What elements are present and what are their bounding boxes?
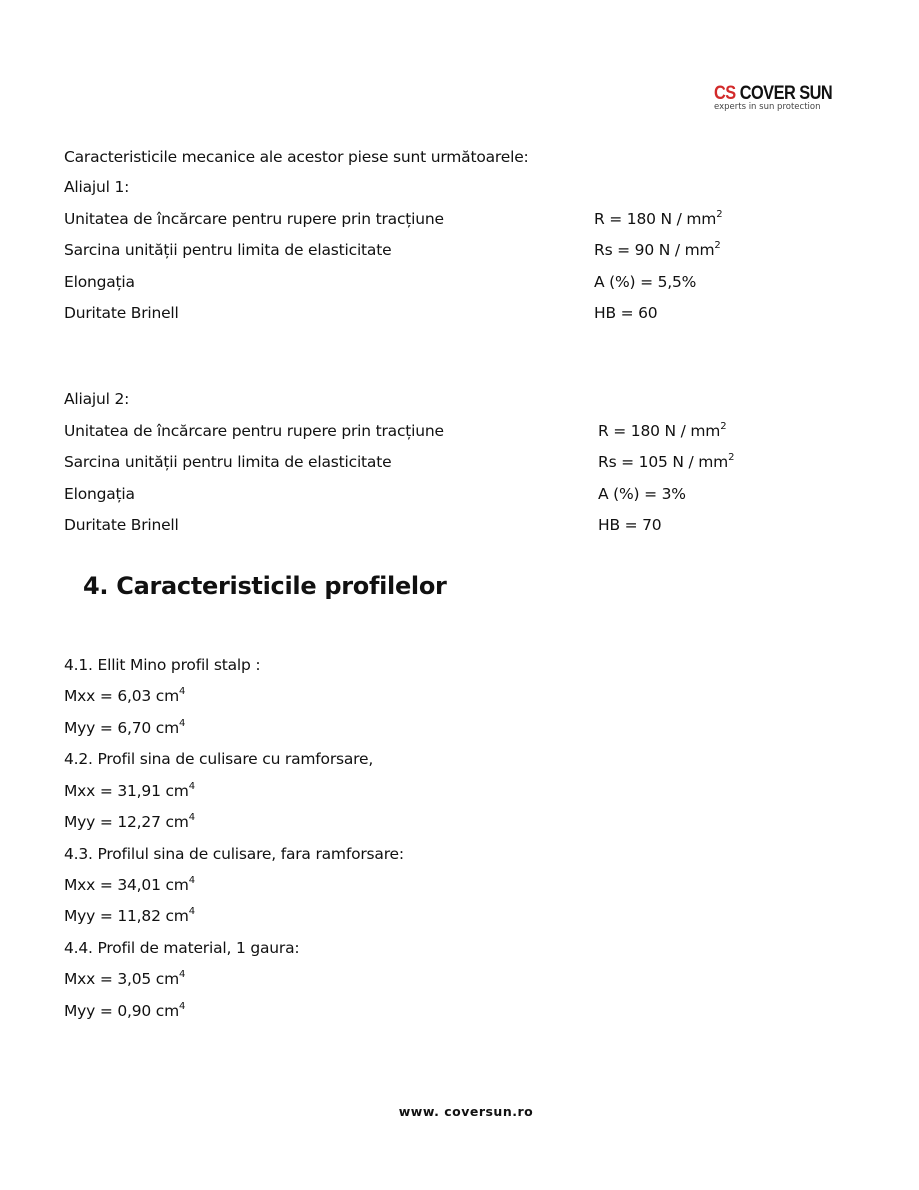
profile-myy-text: Myy = 6,70 cm: [64, 718, 180, 737]
superscript: 4: [179, 717, 186, 729]
profile-mxx: [64, 686, 185, 706]
profile-title-text: 4.3. Profilul sina de culisare, fara ramforsare:: [64, 844, 404, 863]
property-value-text: R = 180 N / mm: [598, 421, 721, 440]
superscript: 4: [179, 969, 186, 981]
property-value: [594, 209, 722, 229]
profile-mxx-text: Mxx = 34,01 cm: [64, 876, 189, 894]
profile-myy-text: Myy = 11,82 cm: [64, 907, 189, 926]
profile-myy-text: Myy = 12,27 cm: [64, 813, 189, 832]
alloy-title: [64, 389, 129, 409]
alloy-title: [64, 177, 129, 197]
property-value: [598, 421, 726, 441]
property-label-text: Unitatea de încărcare pentru rupere prin tracțiune: [64, 421, 444, 440]
property-value-text: HB = 60: [594, 304, 658, 322]
property-value: [598, 484, 686, 504]
superscript: 4: [188, 906, 195, 918]
superscript: 2: [728, 452, 735, 463]
company-logo: [714, 84, 832, 112]
logo-tagline: experts in sun protection: [714, 102, 821, 112]
profile-mxx: [64, 781, 195, 801]
property-label-text: Elongația: [64, 272, 135, 291]
property-label: [64, 272, 135, 292]
property-label: [64, 303, 179, 323]
profile-title-text: 4.4. Profil de material, 1 gaura:: [64, 938, 300, 957]
profile-title-text: 4.2. Profil sina de culisare cu ramforsare,: [64, 750, 374, 769]
superscript: 2: [720, 420, 727, 432]
superscript: 4: [188, 812, 195, 824]
section-title: 4. Caracteristicile profilelor: [83, 572, 447, 600]
profile-myy: [64, 718, 185, 738]
alloy-title-text: Aliajul 2:: [64, 390, 130, 408]
property-label: [64, 452, 391, 472]
profile-myy: [64, 906, 195, 926]
property-label: [64, 515, 179, 535]
property-label: [64, 484, 135, 504]
profile-mxx: [64, 875, 195, 895]
property-value: [594, 272, 696, 292]
superscript: 4: [188, 780, 195, 792]
profile-mxx-text: Mxx = 6,03 cm: [64, 687, 180, 706]
profile-myy: [64, 1001, 185, 1021]
property-label-text: Unitatea de încărcare pentru rupere prin tracțiune: [64, 209, 444, 228]
property-label-text: Elongația: [64, 484, 135, 503]
logo-cs: CS: [714, 83, 736, 104]
superscript: 2: [714, 240, 721, 251]
property-value: [594, 303, 657, 323]
property-label-text: Sarcina unității pentru limita de elasticitate: [64, 241, 392, 259]
property-label: [64, 240, 391, 260]
profile-title: [64, 938, 299, 958]
profile-title: [64, 655, 260, 675]
footer-url: www. coversun.ro: [398, 1104, 534, 1119]
property-label-text: Duritate Brinell: [64, 516, 179, 534]
property-value-text: Rs = 90 N / mm: [594, 241, 715, 259]
profile-title: [64, 749, 373, 769]
superscript: 2: [716, 208, 723, 220]
property-value-text: Rs = 105 N / mm: [598, 453, 729, 471]
property-label: [64, 421, 444, 441]
property-label-text: Duritate Brinell: [64, 304, 179, 322]
property-value: [598, 452, 734, 472]
profile-title: [64, 844, 404, 864]
property-label-text: Sarcina unității pentru limita de elasticitate: [64, 453, 392, 471]
property-value-text: A (%) = 3%: [598, 484, 686, 503]
superscript: 4: [179, 686, 186, 698]
profile-mxx-text: Mxx = 31,91 cm: [64, 781, 189, 800]
logo-brand: COVER SUN: [739, 83, 833, 104]
profile-title-text: 4.1. Ellit Mino profil stalp :: [64, 656, 261, 674]
intro-text: Caracteristicile mecanice ale acestor piese sunt următoarele:: [64, 148, 529, 166]
property-value: [594, 240, 721, 260]
profile-myy-text: Myy = 0,90 cm: [64, 1001, 180, 1020]
property-value: [598, 515, 661, 535]
property-label: [64, 209, 444, 229]
property-value-text: R = 180 N / mm: [594, 209, 717, 228]
profile-mxx: [64, 969, 185, 989]
profile-mxx-text: Mxx = 3,05 cm: [64, 970, 180, 989]
superscript: 4: [188, 875, 195, 886]
superscript: 4: [179, 1000, 186, 1012]
profile-myy: [64, 812, 195, 832]
alloy-title-text: Aliajul 1:: [64, 178, 130, 196]
property-value-text: HB = 70: [598, 516, 662, 534]
property-value-text: A (%) = 5,5%: [594, 272, 697, 291]
